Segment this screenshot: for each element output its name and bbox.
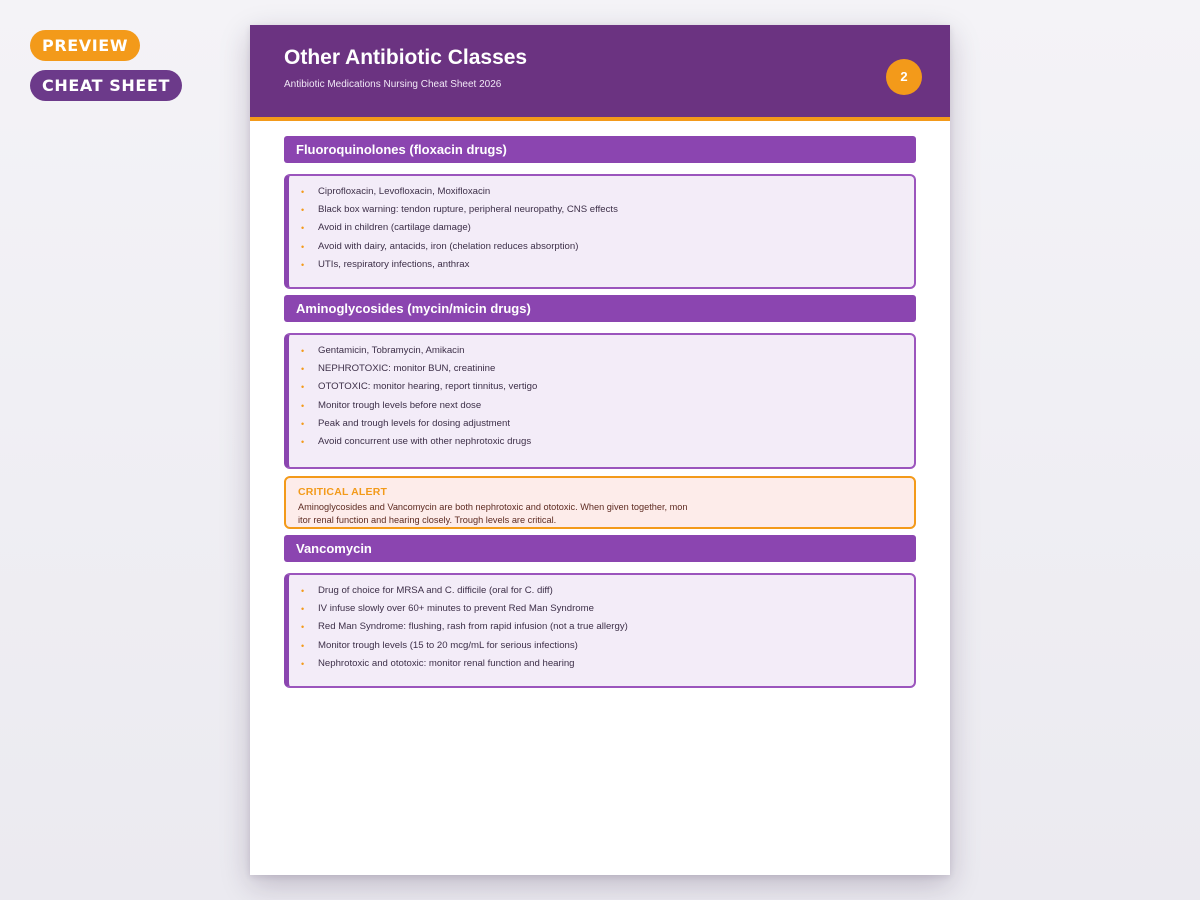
preview-badge: PREVIEW <box>30 30 140 61</box>
bullet-icon: • <box>301 658 305 669</box>
cheat-sheet-badge: CHEAT SHEET <box>30 70 182 101</box>
bullet-icon: • <box>301 622 305 633</box>
list-item <box>301 378 914 396</box>
list-item <box>301 360 914 378</box>
bullet-list <box>289 335 914 451</box>
list-item-text: Gentamicin, Tobramycin, Amikacin <box>318 345 465 356</box>
section-box-aminoglycosides <box>284 333 916 469</box>
list-item-text: Black box warning: tendon rupture, peripheral neuropathy, CNS effects <box>318 204 618 216</box>
list-item-text: Monitor trough levels (15 to 20 mcg/mL for serious infections) <box>318 639 578 651</box>
list-item-text: Monitor trough levels before next dose <box>318 399 482 411</box>
bullet-icon: • <box>301 604 305 615</box>
list-item-text: OTOTOXIC: monitor hearing, report tinnitus, vertigo <box>318 381 538 393</box>
list-item-text: Drug of choice for MRSA and C. difficile (oral for C. diff) <box>318 585 553 596</box>
list-item <box>301 397 914 415</box>
list-item-text: Red Man Syndrome: flushing, rash from rapid infusion (not a true allergy) <box>318 621 628 633</box>
critical-alert-box <box>284 476 916 529</box>
bullet-icon: • <box>301 187 305 197</box>
bullet-icon: • <box>301 586 305 596</box>
page-header <box>250 25 950 121</box>
list-item <box>301 256 914 274</box>
section-header-aminoglycosides: Aminoglycosides (mycin/micin drugs) <box>284 295 916 322</box>
bullet-icon: • <box>301 382 305 393</box>
list-item <box>301 582 914 600</box>
list-item-text: Nephrotoxic and ototoxic: monitor renal function and hearing <box>318 657 575 669</box>
section-box-vancomycin <box>284 573 916 688</box>
page-number-badge: 2 <box>886 59 922 95</box>
list-item <box>301 618 914 636</box>
page-title: Other Antibiotic Classes <box>284 46 528 69</box>
list-item <box>301 433 914 451</box>
list-item <box>301 415 914 433</box>
page-subtitle: Antibiotic Medications Nursing Cheat Sheet 2026 <box>284 79 502 90</box>
bullet-list <box>289 176 914 274</box>
section-header-vancomycin: Vancomycin <box>284 535 916 562</box>
alert-text-line: itor renal function and hearing closely. Trough levels are critical. <box>298 514 557 525</box>
bullet-icon: • <box>301 241 305 252</box>
alert-text-line: Aminoglycosides and Vancomycin are both nephrotoxic and ototoxic. When given together, mon <box>298 502 688 512</box>
list-item <box>301 342 914 360</box>
section-box-fluoroquinolones <box>284 174 916 289</box>
bullet-icon: • <box>301 364 305 375</box>
list-item <box>301 201 914 219</box>
list-item <box>301 637 914 655</box>
bullet-icon: • <box>301 640 305 651</box>
list-item-text: Avoid with dairy, antacids, iron (chelation reduces absorption) <box>318 240 579 252</box>
list-item-text: Peak and trough levels for dosing adjustment <box>318 417 510 429</box>
list-item-text: Avoid in children (cartilage damage) <box>318 222 471 234</box>
bullet-icon: • <box>301 418 305 429</box>
bullet-list <box>289 575 914 673</box>
bullet-icon: • <box>301 436 305 447</box>
bullet-icon: • <box>301 259 305 270</box>
list-item <box>301 219 914 237</box>
list-item-text: IV infuse slowly over 60+ minutes to prevent Red Man Syndrome <box>318 603 594 615</box>
list-item-text: Ciprofloxacin, Levofloxacin, Moxifloxacin <box>318 186 491 197</box>
bullet-icon: • <box>301 346 305 356</box>
list-item <box>301 238 914 256</box>
list-item-text: NEPHROTOXIC: monitor BUN, creatinine <box>318 363 496 375</box>
alert-title: CRITICAL ALERT <box>298 486 388 498</box>
list-item <box>301 655 914 673</box>
alert-body <box>298 501 902 526</box>
bullet-icon: • <box>301 205 305 216</box>
bullet-icon: • <box>301 400 305 411</box>
section-header-fluoroquinolones: Fluoroquinolones (floxacin drugs) <box>284 136 916 163</box>
bullet-icon: • <box>301 223 305 234</box>
list-item-text: Avoid concurrent use with other nephrotoxic drugs <box>318 435 532 447</box>
document-page <box>250 25 950 875</box>
list-item <box>301 183 914 201</box>
list-item-text: UTIs, respiratory infections, anthrax <box>318 258 470 270</box>
list-item <box>301 600 914 618</box>
